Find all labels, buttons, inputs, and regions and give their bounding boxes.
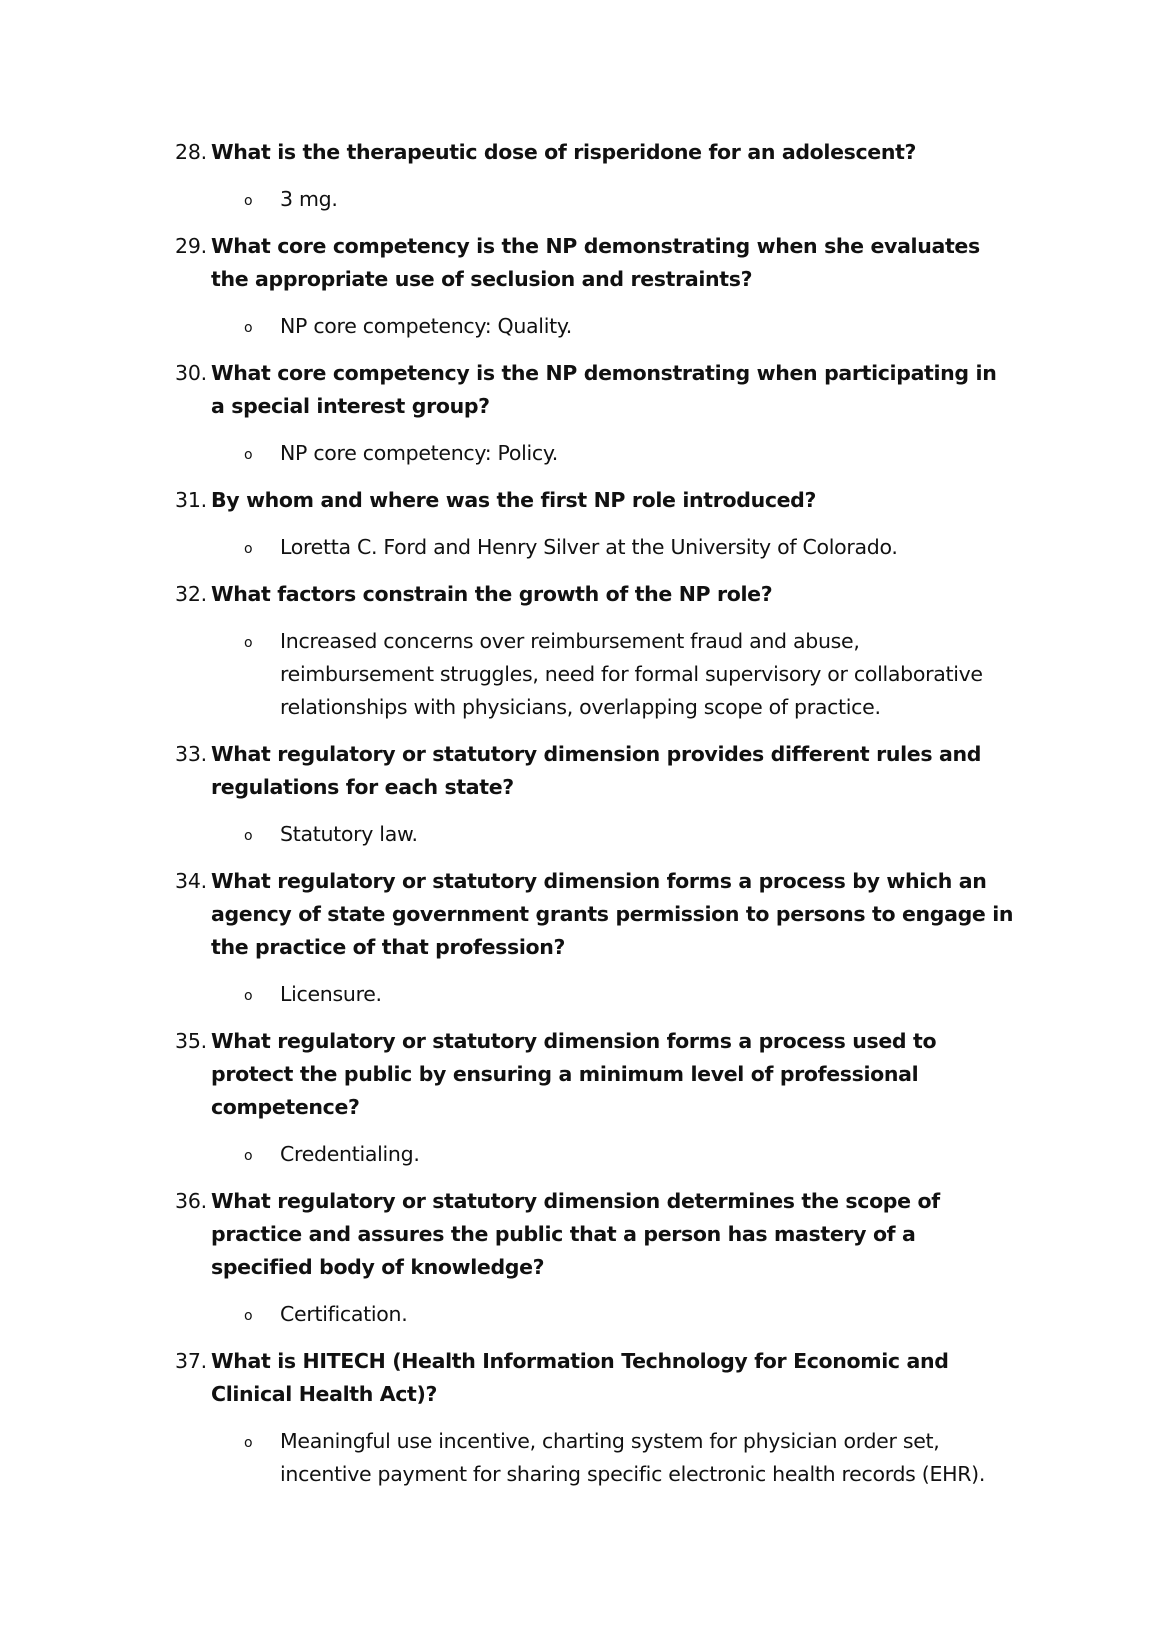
question-number: 29. xyxy=(175,234,208,258)
answer-item xyxy=(175,978,1015,1011)
answer-list xyxy=(175,531,1015,564)
question-number: 31. xyxy=(175,488,208,512)
question-number: 30. xyxy=(175,361,208,385)
question-text: What factors constrain the growth of the NP role? xyxy=(211,582,773,606)
question-number: 32. xyxy=(175,582,208,606)
answer-list xyxy=(175,310,1015,343)
answer-text: Increased concerns over reimbursement fraud and abuse, reimbursement struggles, need for formal supervisory or collaborative relationships with physicians, overlapping scope of practice. xyxy=(280,629,983,719)
answer-text: Statutory law. xyxy=(280,822,418,846)
question-text: What core competency is the NP demonstrating when participating in a special interest group? xyxy=(211,361,997,418)
question-row xyxy=(175,578,1015,611)
answer-text: Loretta C. Ford and Henry Silver at the University of Colorado. xyxy=(280,535,898,559)
question-text: What regulatory or statutory dimension provides different rules and regulations for each state? xyxy=(211,742,982,799)
question-number: 35. xyxy=(175,1029,208,1053)
question-item xyxy=(175,1345,1015,1491)
answer-text: Credentialing. xyxy=(280,1142,420,1166)
hollow-circle-bullet-icon: o xyxy=(244,1435,253,1451)
answer-list xyxy=(175,437,1015,470)
hollow-circle-bullet-icon: o xyxy=(244,320,253,336)
question-row xyxy=(175,738,1015,804)
question-number: 34. xyxy=(175,869,208,893)
question-item xyxy=(175,1185,1015,1331)
question-item xyxy=(175,357,1015,470)
question-number: 37. xyxy=(175,1349,208,1373)
answer-text: 3 mg. xyxy=(280,187,338,211)
question-row xyxy=(175,136,1015,169)
answer-item xyxy=(175,818,1015,851)
answer-item xyxy=(175,1298,1015,1331)
question-number: 28. xyxy=(175,140,208,164)
answer-list xyxy=(175,818,1015,851)
answer-item xyxy=(175,625,1015,724)
question-item xyxy=(175,865,1015,1011)
question-row xyxy=(175,1345,1015,1411)
question-item xyxy=(175,230,1015,343)
question-text: What is the therapeutic dose of risperidone for an adolescent? xyxy=(211,140,917,164)
answer-item xyxy=(175,183,1015,216)
question-item xyxy=(175,484,1015,564)
answer-text: Licensure. xyxy=(280,982,382,1006)
hollow-circle-bullet-icon: o xyxy=(244,635,253,651)
question-row xyxy=(175,484,1015,517)
answer-item xyxy=(175,531,1015,564)
hollow-circle-bullet-icon: o xyxy=(244,828,253,844)
answer-item xyxy=(175,1425,1015,1491)
answer-list xyxy=(175,1298,1015,1331)
hollow-circle-bullet-icon: o xyxy=(244,1308,253,1324)
question-row xyxy=(175,1025,1015,1124)
question-item xyxy=(175,1025,1015,1171)
question-item xyxy=(175,738,1015,851)
hollow-circle-bullet-icon: o xyxy=(244,193,253,209)
question-text: What regulatory or statutory dimension forms a process by which an agency of state government grants permission to persons to engage in the practice of that profession? xyxy=(211,869,1014,959)
question-text: What regulatory or statutory dimension determines the scope of practice and assures the public that a person has mastery of a specified body of knowledge? xyxy=(211,1189,940,1279)
answer-text: Meaningful use incentive, charting system for physician order set, incentive payment for sharing specific electronic health records (EHR). xyxy=(280,1429,986,1486)
answer-item xyxy=(175,1138,1015,1171)
question-text: By whom and where was the first NP role introduced? xyxy=(211,488,817,512)
question-list xyxy=(175,136,1015,1505)
question-item xyxy=(175,136,1015,216)
hollow-circle-bullet-icon: o xyxy=(244,447,253,463)
answer-text: NP core competency: Policy. xyxy=(280,441,558,465)
answer-list xyxy=(175,978,1015,1011)
question-row xyxy=(175,1185,1015,1284)
answer-list xyxy=(175,1138,1015,1171)
question-row xyxy=(175,357,1015,423)
answer-text: Certification. xyxy=(280,1302,408,1326)
question-text: What is HITECH (Health Information Technology for Economic and Clinical Health Act)? xyxy=(211,1349,949,1406)
answer-list xyxy=(175,1425,1015,1491)
question-row xyxy=(175,865,1015,964)
question-number: 33. xyxy=(175,742,208,766)
hollow-circle-bullet-icon: o xyxy=(244,988,253,1004)
answer-item xyxy=(175,310,1015,343)
answer-list xyxy=(175,183,1015,216)
question-row xyxy=(175,230,1015,296)
hollow-circle-bullet-icon: o xyxy=(244,541,253,557)
question-number: 36. xyxy=(175,1189,208,1213)
hollow-circle-bullet-icon: o xyxy=(244,1148,253,1164)
answer-item xyxy=(175,437,1015,470)
question-text: What core competency is the NP demonstrating when she evaluates the appropriate use of seclusion and restraints? xyxy=(211,234,980,291)
answer-list xyxy=(175,625,1015,724)
question-item xyxy=(175,578,1015,724)
answer-text: NP core competency: Quality. xyxy=(280,314,572,338)
question-text: What regulatory or statutory dimension forms a process used to protect the public by ensuring a minimum level of professional competence? xyxy=(211,1029,937,1119)
